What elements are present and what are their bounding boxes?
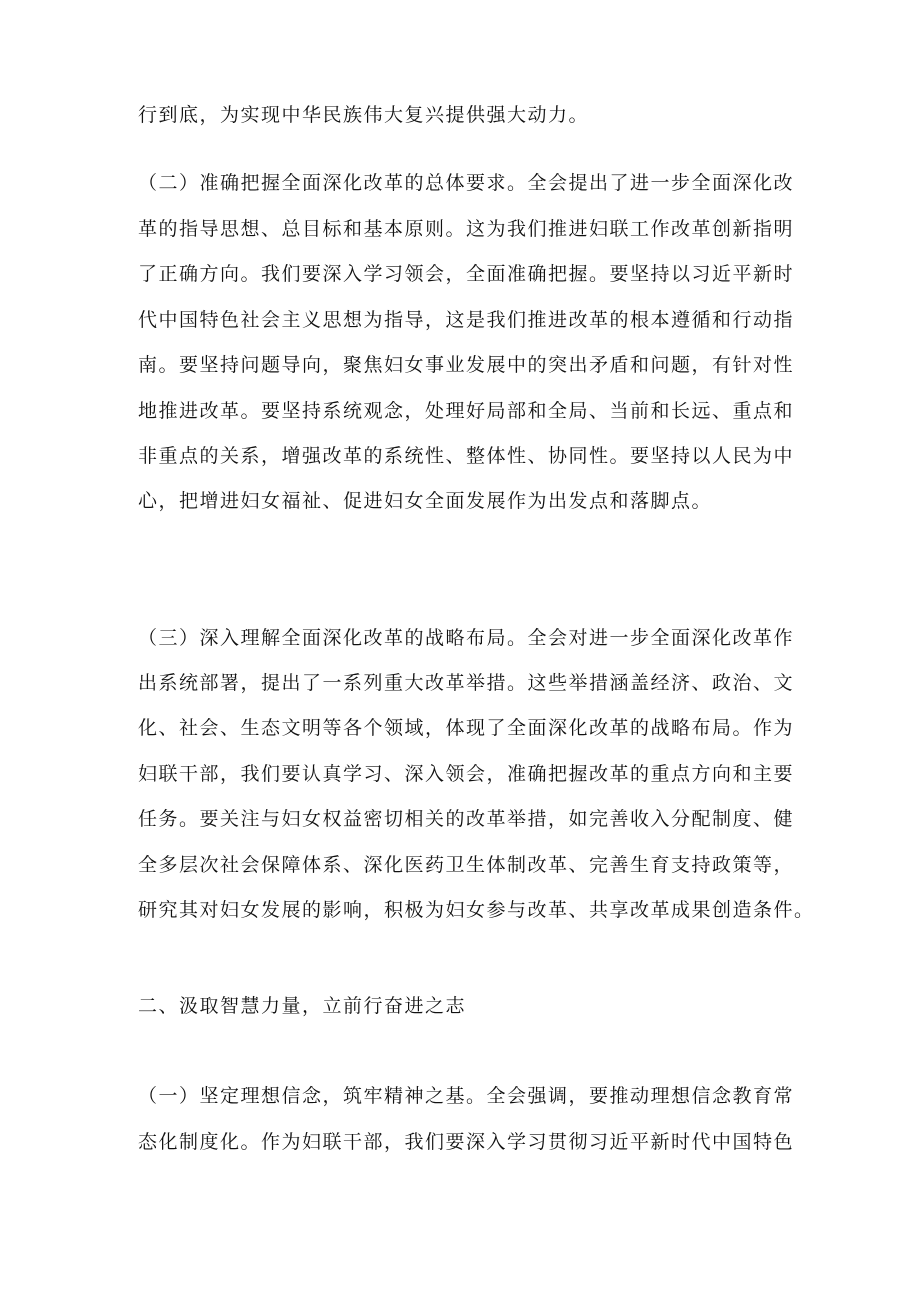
paragraph-line: 南。要坚持问题导向，聚焦妇女事业发展中的突出矛盾和问题，有针对性: [138, 354, 795, 376]
paragraph-line: （三）深入理解全面深化改革的战略布局。全会对进一步全面深化改革作: [138, 627, 795, 649]
paragraph-line: 研究其对妇女发展的影响，积极为妇女参与改革、共享改革成果创造条件。: [138, 899, 815, 921]
paragraph-line: （二）准确把握全面深化改革的总体要求。全会提出了进一步全面深化改: [138, 172, 795, 194]
paragraph-line: 妇联干部，我们要认真学习、深入领会，准确把握改革的重点方向和主要: [138, 763, 795, 785]
paragraph-line: 态化制度化。作为妇联干部，我们要深入学习贯彻习近平新时代中国特色: [138, 1131, 795, 1153]
paragraph-line: 代中国特色社会主义思想为指导，这是我们推进改革的根本遵循和行动指: [138, 309, 795, 331]
paragraph-line: 行到底，为实现中华民族伟大复兴提供强大动力。: [138, 104, 590, 126]
paragraph-line: （一）坚定理想信念，筑牢精神之基。全会强调，要推动理想信念教育常: [138, 1085, 795, 1107]
paragraph-line: 任务。要关注与妇女权益密切相关的改革举措，如完善收入分配制度、健: [138, 808, 795, 830]
paragraph-line: 了正确方向。我们要深入学习领会，全面准确把握。要坚持以习近平新时: [138, 263, 795, 285]
paragraph-line: 全多层次社会保障体系、深化医药卫生体制改革、完善生育支持政策等，: [138, 854, 795, 876]
paragraph-line: 非重点的关系，增强改革的系统性、整体性、协同性。要坚持以人民为中: [138, 445, 795, 467]
paragraph-line: 革的指导思想、总目标和基本原则。这为我们推进妇联工作改革创新指明: [138, 218, 795, 240]
paragraph-line: 化、社会、生态文明等各个领域，体现了全面深化改革的战略布局。作为: [138, 717, 795, 739]
paragraph-line: 心，把增进妇女福祉、促进妇女全面发展作为出发点和落脚点。: [138, 490, 713, 512]
section-heading: 二、汲取智慧力量，立前行奋进之志: [138, 995, 467, 1017]
paragraph-line: 地推进改革。要坚持系统观念，处理好局部和全局、当前和长远、重点和: [138, 400, 795, 422]
paragraph-line: 出系统部署，提出了一系列重大改革举措。这些举措涵盖经济、政治、文: [138, 672, 795, 694]
